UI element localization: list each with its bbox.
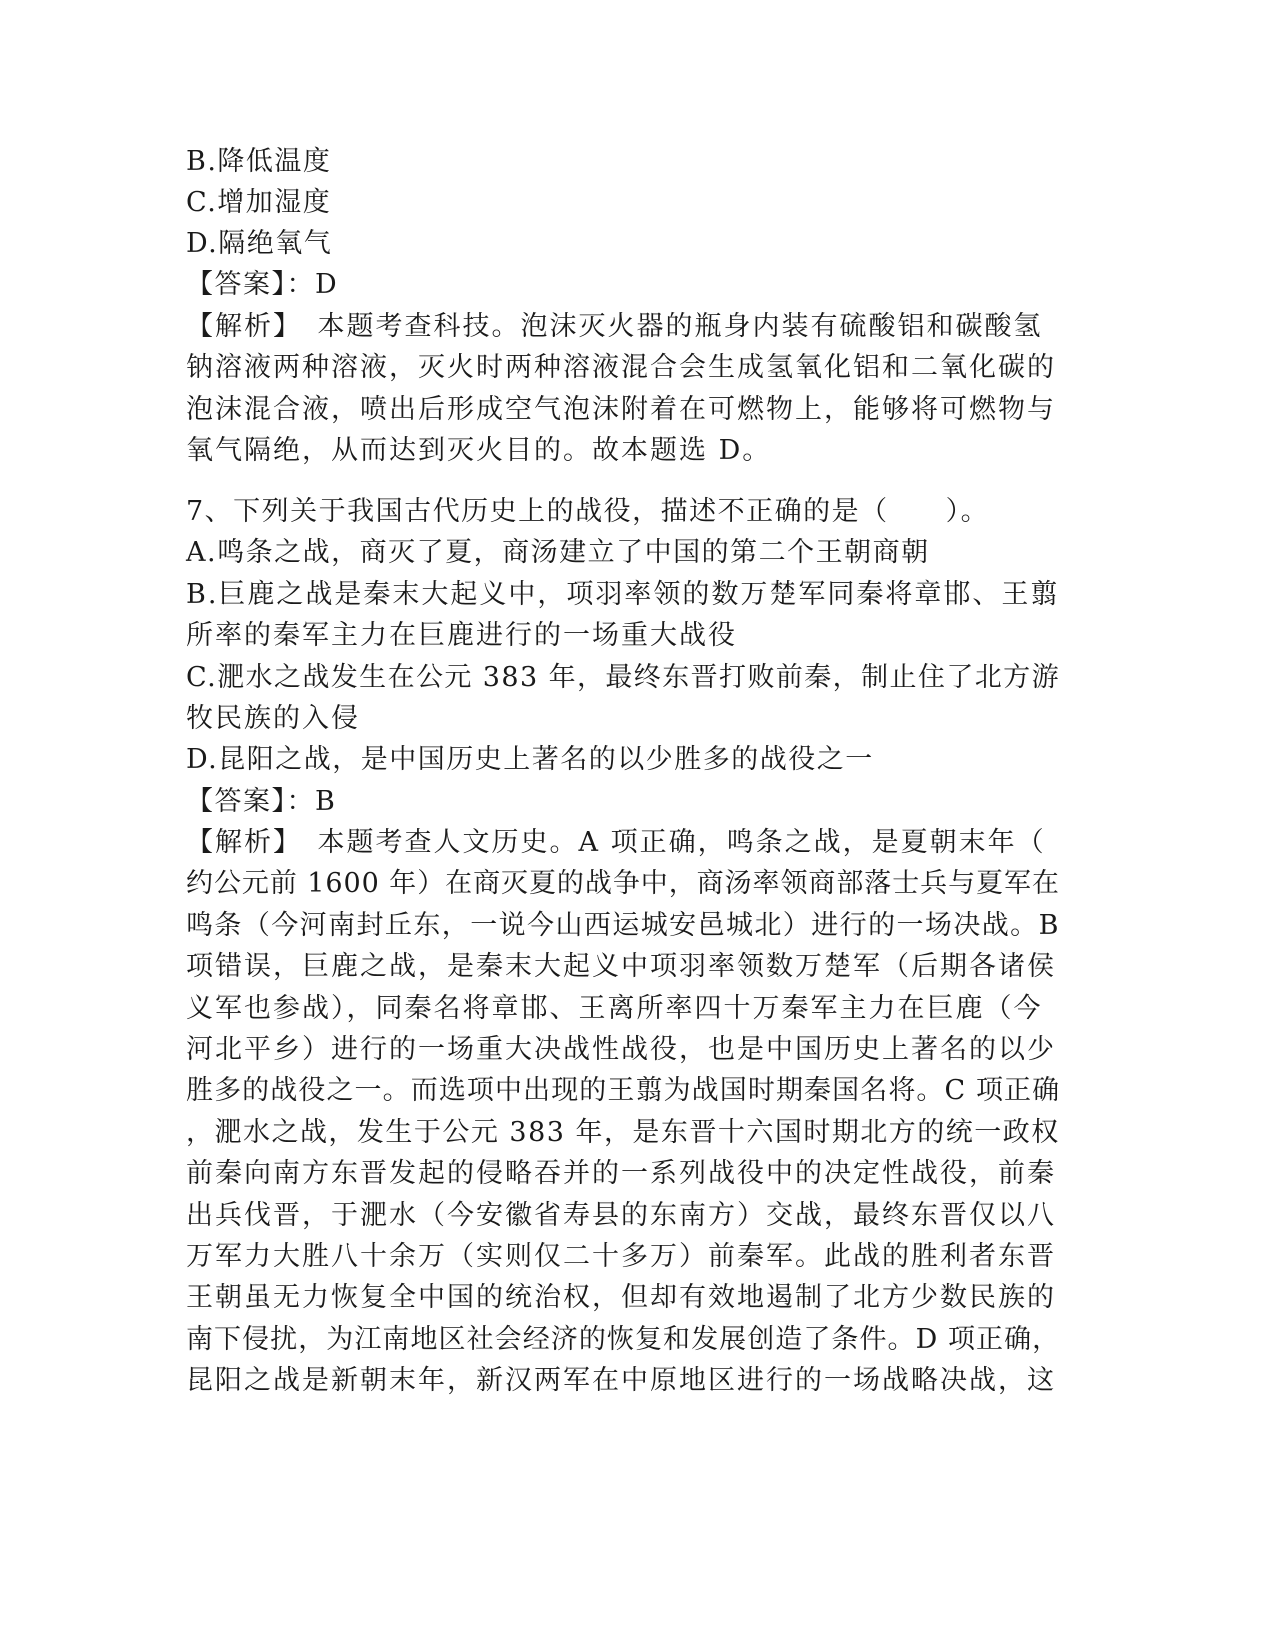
q7-analysis-line: 【解析】 本题考查人文历史。A 项正确，鸣条之战，是夏朝末年（: [186, 827, 1046, 858]
q7-option-b-line: B.巨鹿之战是秦末大起义中，项羽率领的数万楚军同秦将章邯、王翦: [186, 579, 1060, 610]
q7-option-d: D.昆阳之战，是中国历史上著名的以少胜多的战役之一: [186, 744, 874, 775]
q7-stem: 7、下列关于我国古代历史上的战役，描述不正确的是（ ）。: [186, 496, 990, 527]
q6-option-c: C.增加湿度: [186, 187, 332, 218]
q7-analysis-line: 南下侵扰，为江南地区社会经济的恢复和发展创造了条件。D 项正确，: [186, 1324, 1061, 1355]
q7-analysis-line: 昆阳之战是新朝末年，新汉两军在中原地区进行的一场战略决战，这: [186, 1365, 1056, 1396]
q7-analysis-line: 鸣条（今河南封丘东，一说今山西运城安邑城北）进行的一场决战。B: [186, 910, 1060, 941]
q6-analysis-line: 【解析】 本题考查科技。泡沫灭火器的瓶身内装有硫酸铝和碳酸氢: [186, 311, 1043, 342]
q6-analysis-line: 钠溶液两种溶液，灭火时两种溶液混合会生成氢氧化铝和二氧化碳的: [186, 352, 1056, 383]
q6-analysis-line: 泡沫混合液，喷出后形成空气泡沫附着在可燃物上，能够将可燃物与: [186, 394, 1056, 425]
q7-analysis-line: 河北平乡）进行的一场重大决战性战役，也是中国历史上著名的以少: [186, 1034, 1056, 1065]
q6-answer: 【答案】：D: [186, 269, 339, 300]
q7-analysis-line: 项错误，巨鹿之战，是秦末大起义中项羽率领数万楚军（后期各诸侯: [186, 951, 1056, 982]
q7-analysis-line: ，淝水之战，发生于公元 383 年，是东晋十六国时期北方的统一政权: [186, 1117, 1060, 1148]
q7-analysis-line: 万军力大胜八十余万（实则仅二十多万）前秦军。此战的胜利者东晋: [186, 1241, 1056, 1272]
q7-analysis-line: 约公元前 1600 年）在商灭夏的战争中，商汤率领商部落士兵与夏军在: [186, 868, 1060, 899]
q7-option-b-line: 所率的秦军主力在巨鹿进行的一场重大战役: [186, 620, 737, 651]
q7-option-a: A.鸣条之战，商灭了夏，商汤建立了中国的第二个王朝商朝: [186, 537, 930, 568]
q6-analysis-line: 氧气隔绝，从而达到灭火目的。故本题选 D。: [186, 435, 772, 466]
q7-analysis-line: 胜多的战役之一。而选项中出现的王翦为战国时期秦国名将。C 项正确: [186, 1075, 1061, 1106]
q7-analysis-line: 王朝虽无力恢复全中国的统治权，但却有效地遏制了北方少数民族的: [186, 1282, 1056, 1313]
q6-option-b: B.降低温度: [186, 146, 332, 177]
q7-analysis-line: 前秦向南方东晋发起的侵略吞并的一系列战役中的决定性战役，前秦: [186, 1158, 1056, 1189]
q7-analysis-line: 出兵伐晋，于淝水（今安徽省寿县的东南方）交战，最终东晋仅以八: [186, 1200, 1056, 1231]
q6-option-d: D.隔绝氧气: [186, 228, 333, 259]
q7-option-c-line: C.淝水之战发生在公元 383 年，最终东晋打败前秦，制止住了北方游: [186, 662, 1060, 693]
q7-answer: 【答案】：B: [186, 786, 337, 817]
q7-option-c-line: 牧民族的入侵: [186, 703, 360, 734]
q7-analysis-line: 义军也参战），同秦名将章邯、王离所率四十万秦军主力在巨鹿（今: [186, 993, 1043, 1024]
